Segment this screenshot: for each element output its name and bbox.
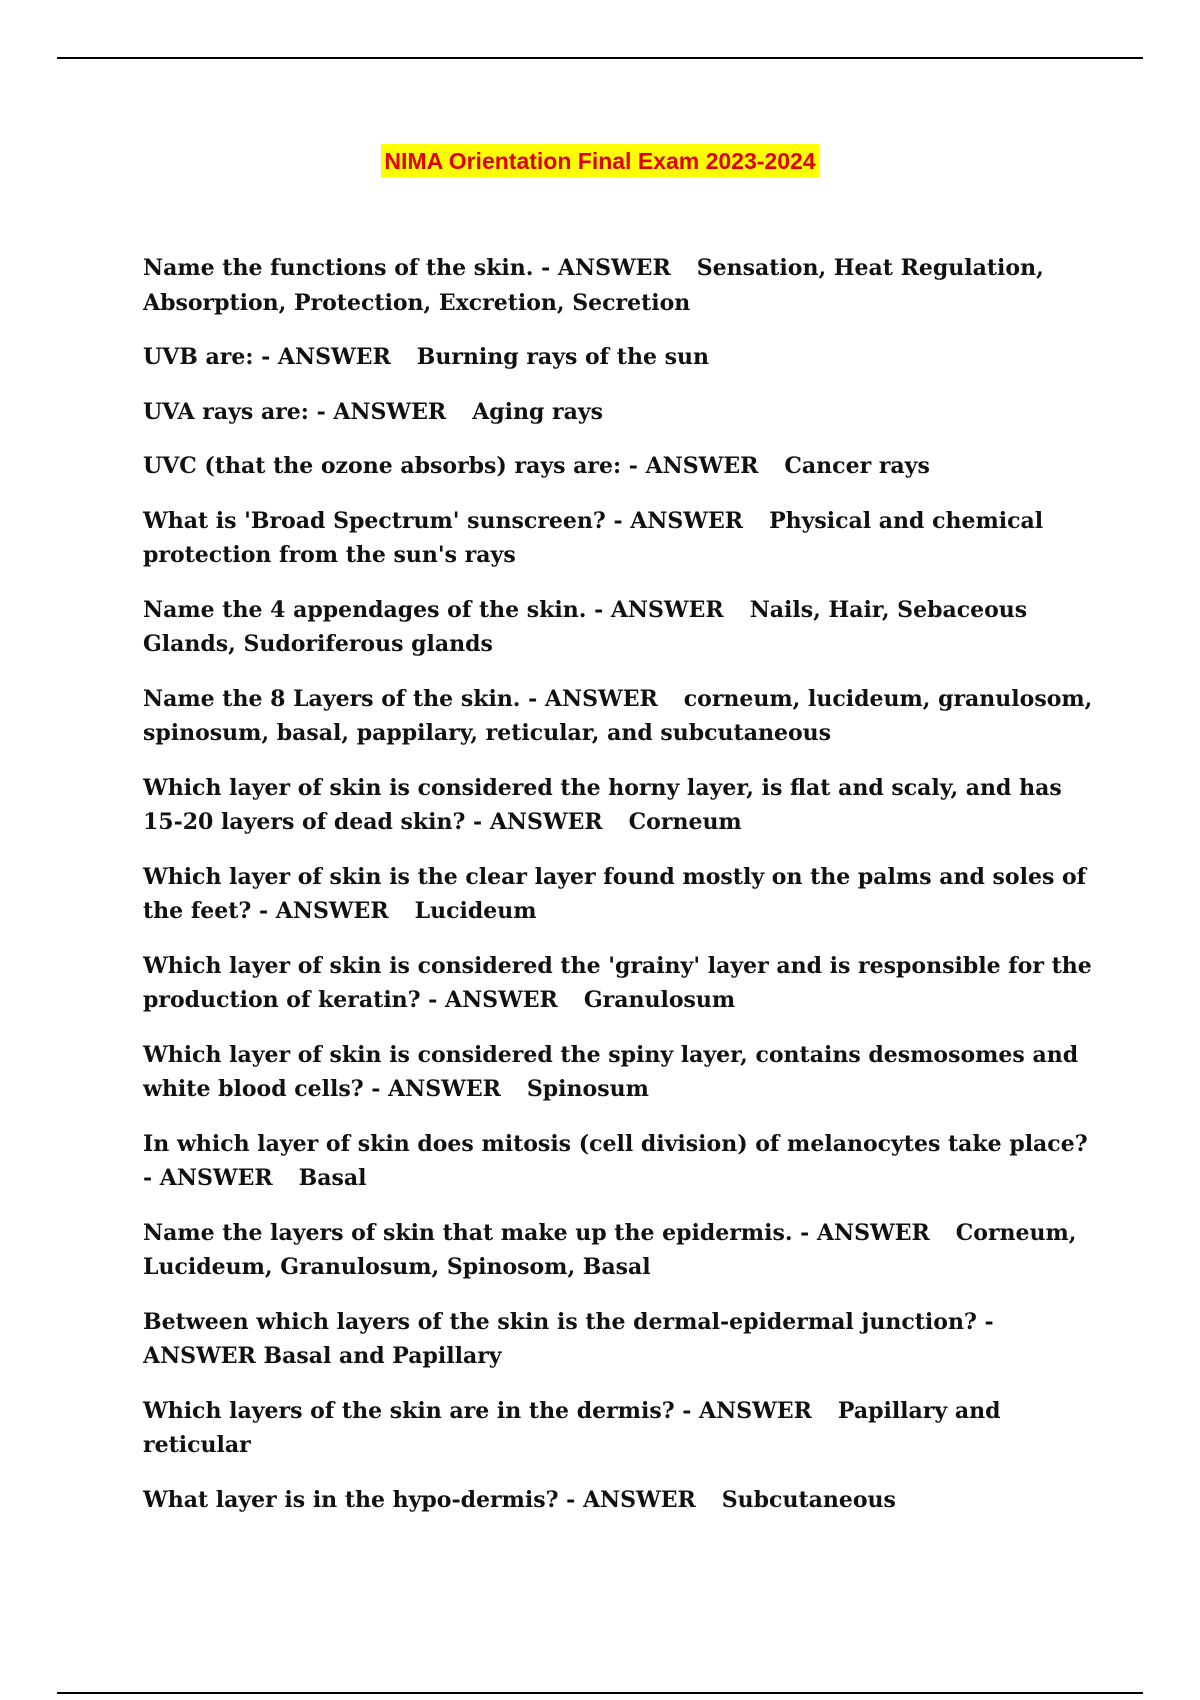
answer-text: Burning rays of the sun	[416, 344, 709, 370]
qa-item	[143, 449, 1093, 484]
page-title: NIMA Orientation Final Exam 2023-2024	[381, 144, 818, 178]
answer-text: Papillary and reticular	[143, 1397, 1001, 1458]
qa-item	[143, 340, 1093, 375]
title-container	[0, 144, 1200, 178]
answer-text: Basal	[298, 1165, 367, 1191]
question-text: Name the 8 Layers of the skin. - ANSWER	[143, 685, 658, 712]
qa-item	[143, 771, 1093, 840]
qa-item	[143, 949, 1093, 1018]
question-text: Which layer of skin is considered the horny layer, is flat and scaly, and has 15-20 layers of dead skin? - ANSWER	[143, 774, 1062, 835]
answer-text: Basal and Papillary	[263, 1343, 502, 1369]
question-text: What is 'Broad Spectrum' sunscreen? - ANSWER	[143, 507, 744, 534]
question-text: Which layers of the skin are in the dermis? - ANSWER	[143, 1397, 812, 1424]
qa-item	[143, 1305, 1093, 1374]
question-text: In which layer of skin does mitosis (cell division) of melanocytes take place? - ANSWER	[143, 1130, 1088, 1191]
qa-item	[143, 1216, 1093, 1285]
qa-item	[143, 1483, 1093, 1518]
answer-text: Aging rays	[472, 398, 604, 425]
qa-item	[143, 1394, 1093, 1463]
question-text: Which layer of skin is the clear layer found mostly on the palms and soles of the feet? - ANSWER	[143, 863, 1087, 924]
qa-item	[143, 682, 1093, 751]
answer-text: Subcutaneous	[721, 1486, 896, 1513]
answer-text: corneum, lucideum, granulosom, spinosum, basal, pappilary, reticular, and subcutaneous	[143, 685, 1093, 746]
top-rule	[57, 57, 1143, 59]
bottom-rule	[57, 1692, 1143, 1694]
qa-item	[143, 504, 1093, 573]
qa-item	[143, 1127, 1093, 1196]
qa-item	[143, 1038, 1093, 1107]
question-text: Name the functions of the skin. - ANSWER	[143, 255, 671, 281]
qa-item	[143, 251, 1093, 320]
answer-text: Nails, Hair, Sebaceous Glands, Sudoriferous glands	[143, 596, 1028, 657]
answer-text: Granulosum	[583, 987, 736, 1013]
qa-item	[143, 860, 1093, 929]
question-text: Which layer of skin is considered the 'grainy' layer and is responsible for the production of keratin? - ANSWER	[143, 952, 1092, 1013]
question-text: UVA rays are: - ANSWER	[143, 398, 447, 425]
answer-text: Sensation, Heat Regulation, Absorption, Protection, Excretion, Secretion	[143, 255, 1044, 316]
answer-text: Physical and chemical protection from the sun's rays	[143, 507, 1044, 568]
answer-text: Spinosum	[526, 1076, 649, 1102]
question-text: Between which layers of the skin is the dermal-epidermal junction? - ANSWER	[143, 1308, 994, 1369]
question-text: Name the layers of skin that make up the epidermis. - ANSWER	[143, 1219, 930, 1246]
qa-item	[143, 395, 1093, 430]
question-text: Name the 4 appendages of the skin. - ANSWER	[143, 596, 724, 623]
question-text: What layer is in the hypo-dermis? - ANSWER	[143, 1486, 696, 1513]
qa-list	[143, 251, 1093, 1537]
question-text: Which layer of skin is considered the spiny layer, contains desmosomes and white blood cells? - ANSWER	[143, 1041, 1079, 1102]
answer-text: Corneum, Lucideum, Granulosum, Spinosom, Basal	[143, 1219, 1077, 1280]
question-text: UVC (that the ozone absorbs) rays are: - ANSWER	[143, 453, 759, 479]
answer-text: Lucideum	[414, 898, 537, 924]
answer-text: Corneum	[628, 809, 742, 835]
qa-item	[143, 593, 1093, 662]
question-text: UVB are: - ANSWER	[143, 344, 391, 370]
answer-text: Cancer rays	[784, 453, 930, 479]
